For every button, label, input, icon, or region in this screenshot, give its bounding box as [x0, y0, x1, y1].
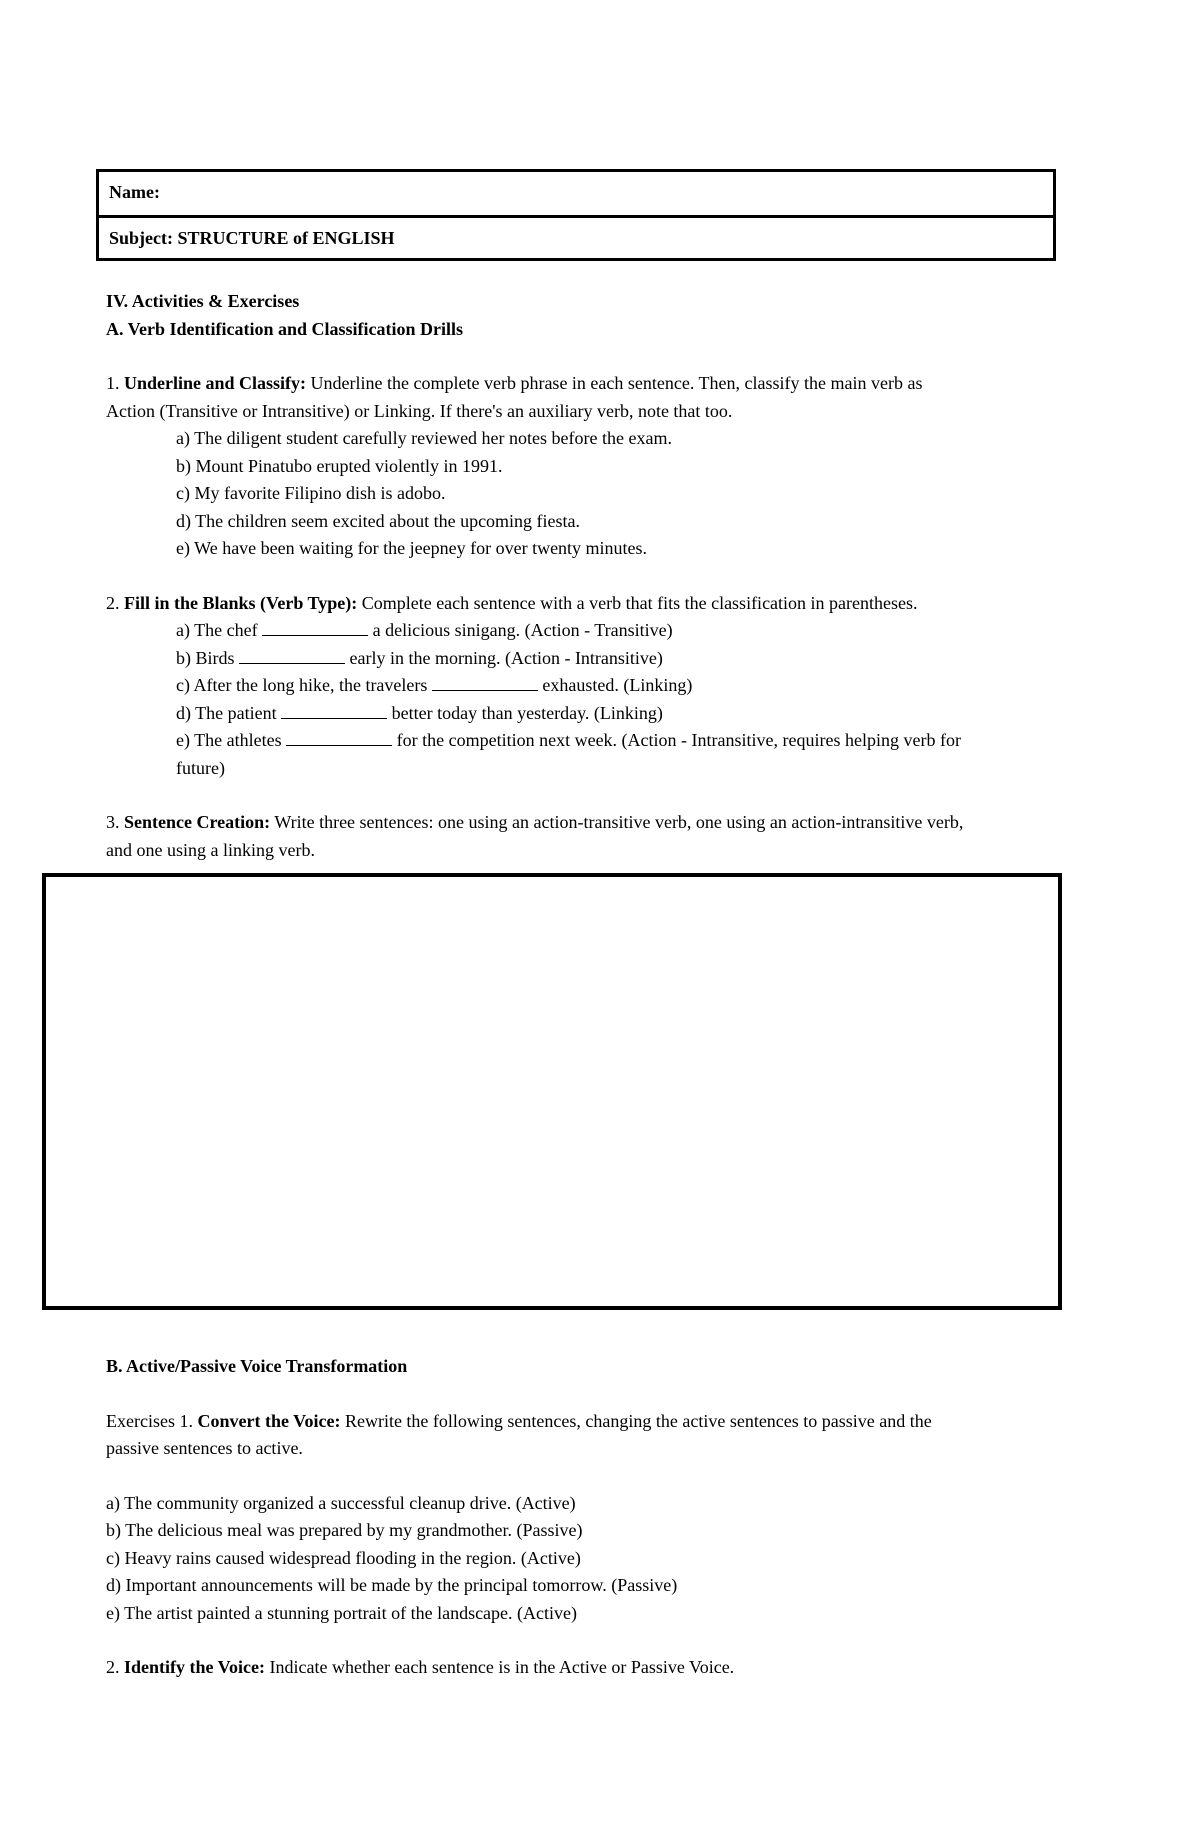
list-item: c) My favorite Filipino dish is adobo.: [176, 483, 446, 503]
name-field[interactable]: [99, 172, 1053, 215]
exercise-3-instructions: 3. Sentence Creation: Write three sentences: one using an action-transitive verb, one using an action-intransitive verb,: [106, 812, 964, 832]
subject-label: Subject: STRUCTURE of ENGLISH: [109, 228, 395, 248]
list-item: d) The children seem excited about the upcoming fiesta.: [176, 510, 581, 531]
list-item: a) The chef a delicious sinigang. (Action - Transitive): [106, 617, 1096, 645]
exercise-1-instructions: 1. Underline and Classify: Underline the complete verb phrase in each sentence. Then, classify the main verb as: [106, 373, 923, 393]
blank-a[interactable]: [262, 617, 368, 636]
section-b: [106, 1353, 1096, 1682]
section-b-title: B. Active/Passive Voice Transformation: [106, 1356, 408, 1376]
section-title: IV. Activities & Exercises: [106, 291, 300, 311]
exercise-2-instructions: 2. Fill in the Blanks (Verb Type): Complete each sentence with a verb that fits the classification in parentheses.: [106, 592, 918, 613]
list-item: e) We have been waiting for the jeepney for over twenty minutes.: [176, 538, 648, 558]
list-item: b) Birds early in the morning. (Action - Intransitive): [106, 645, 1096, 673]
exercise-2-label: Fill in the Blanks (Verb Type):: [124, 592, 358, 613]
list-item-cont: future): [176, 757, 225, 778]
exercise-b1-instructions-cont: passive sentences to active.: [106, 1438, 303, 1458]
exercise-b2-instructions: 2. Identify the Voice: Indicate whether each sentence is in the Active or Passive Voice.: [106, 1657, 735, 1677]
blank-e[interactable]: [286, 727, 392, 746]
subject-row: [99, 215, 1053, 258]
header-table: [96, 169, 1056, 261]
list-item: d) Important announcements will be made by the principal tomorrow. (Passive): [106, 1575, 678, 1595]
list-item: b) Mount Pinatubo erupted violently in 1991.: [176, 455, 503, 476]
list-item: a) The community organized a successful cleanup drive. (Active): [106, 1492, 576, 1513]
exercise-1-label: Underline and Classify:: [124, 373, 307, 393]
list-item: a) The diligent student carefully reviewed her notes before the exam.: [176, 428, 672, 448]
list-item: c) Heavy rains caused widespread flooding in the region. (Active): [106, 1547, 581, 1568]
exercise-3-label: Sentence Creation:: [124, 812, 271, 832]
list-item: e) The artist painted a stunning portrait of the landscape. (Active): [106, 1602, 578, 1623]
list-item: c) After the long hike, the travelers exhausted. (Linking): [106, 672, 1096, 700]
blank-d[interactable]: [281, 700, 387, 719]
list-item: e) The athletes for the competition next week. (Action - Intransitive, requires helping verb for: [106, 727, 1096, 755]
list-item: d) The patient better today than yesterday. (Linking): [106, 700, 1096, 728]
exercise-1-instructions-cont: Action (Transitive or Intransitive) or Linking. If there's an auxiliary verb, note that too.: [106, 400, 733, 421]
name-label: Name:: [109, 182, 160, 202]
section-a: [106, 288, 1096, 864]
exercise-3-instructions-cont: and one using a linking verb.: [106, 839, 315, 860]
exercise-b1-label: Convert the Voice:: [197, 1410, 341, 1431]
answer-box[interactable]: [42, 873, 1062, 1310]
list-item: b) The delicious meal was prepared by my grandmother. (Passive): [106, 1520, 583, 1540]
blank-b[interactable]: [239, 645, 345, 664]
exercise-b1-instructions: Exercises 1. Convert the Voice: Rewrite the following sentences, changing the active sentences to passive and the: [106, 1410, 932, 1431]
section-a-title: A. Verb Identification and Classification Drills: [106, 318, 464, 339]
exercise-b2-label: Identify the Voice:: [124, 1657, 265, 1677]
blank-c[interactable]: [432, 672, 538, 691]
